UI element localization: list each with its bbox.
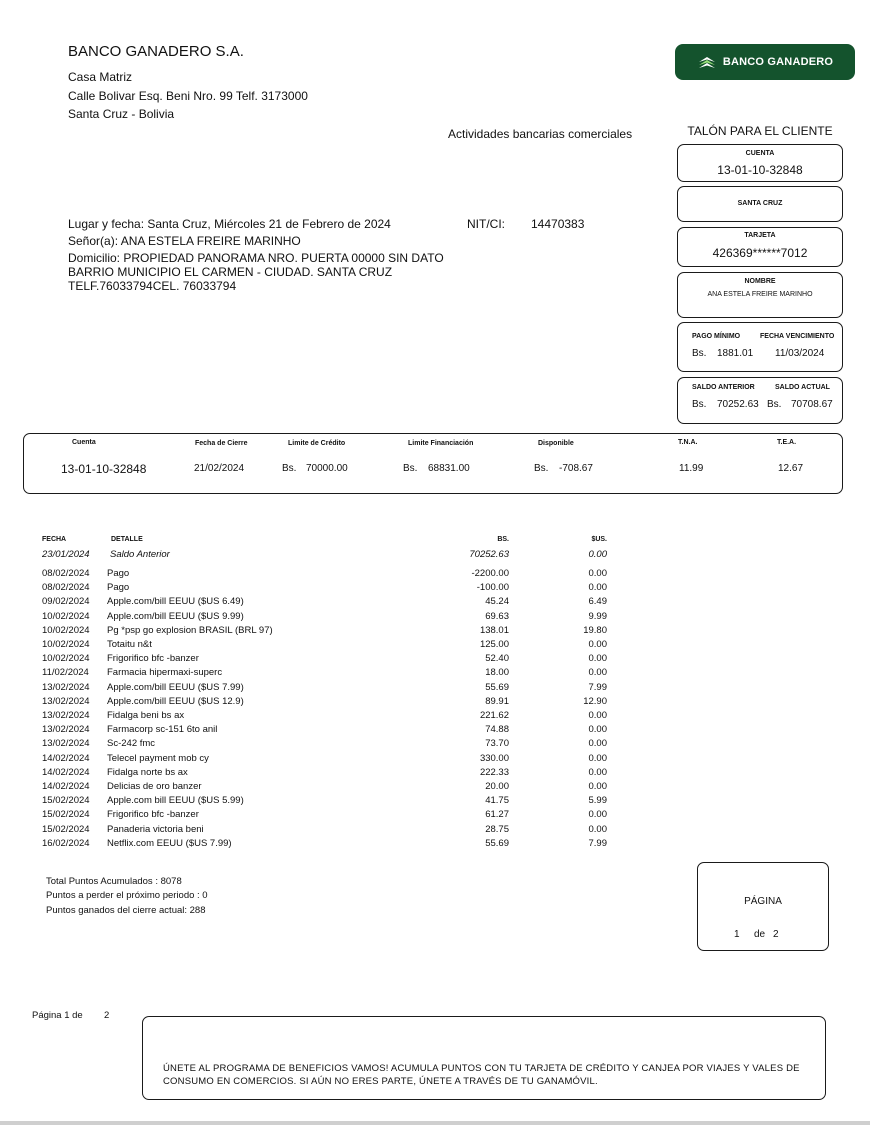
- row-detail: Totaitu n&t: [107, 639, 152, 650]
- table-row: [0, 838, 870, 852]
- pago-minimo-label: PAGO MÍNIMO: [692, 333, 741, 340]
- row-detail: Apple.com/bill EEUU ($US 6.49): [107, 596, 244, 608]
- bank-address: Calle Bolivar Esq. Beni Nro. 99 Telf. 3173000: [68, 89, 308, 103]
- summary-header-tea: T.E.A.: [777, 439, 797, 446]
- header-bs: BS.: [497, 536, 509, 543]
- saldo-actual-value: 70708.67: [791, 399, 833, 410]
- row-detail: Fidalga beni bs ax: [107, 710, 185, 721]
- table-row: [0, 824, 870, 838]
- summary-header-limite-fin: Limite Financiación: [408, 440, 474, 447]
- row-us: 0.00: [588, 653, 607, 665]
- client-address-2: BARRIO MUNICIPIO EL CARMEN - CIUDAD. SANTA CRUZ: [68, 265, 393, 279]
- talon-nombre-label: NOMBRE: [744, 278, 776, 285]
- row-date: 10/02/2024: [42, 610, 90, 622]
- row-us: 6.49: [588, 596, 607, 608]
- opening-us: 0.00: [588, 549, 607, 560]
- summary-limite-credito: 70000.00: [306, 463, 348, 474]
- talon-city-box: [677, 186, 843, 222]
- page-box-current: 1: [734, 929, 740, 940]
- row-bs: 222.33: [479, 766, 509, 778]
- summary-cuenta: 13-01-10-32848: [61, 462, 147, 476]
- table-row: [0, 682, 870, 696]
- table-row: [0, 639, 870, 653]
- summary-cierre: 21/02/2024: [194, 463, 245, 474]
- row-us: 0.00: [588, 766, 607, 778]
- page-box-of: de: [754, 929, 766, 940]
- header-us: $US.: [591, 536, 607, 543]
- pago-minimo-currency: Bs.: [692, 348, 707, 359]
- table-row: [0, 582, 870, 596]
- client-address-3: TELF.76033794CEL. 76033794: [68, 279, 237, 293]
- row-us: 0.00: [588, 710, 607, 721]
- row-date: 14/02/2024: [42, 766, 90, 778]
- row-bs: 20.00: [485, 781, 509, 792]
- row-bs: 52.40: [485, 653, 509, 665]
- row-bs: 61.27: [485, 809, 509, 821]
- footer-page-total: 2: [104, 1010, 110, 1021]
- row-us: 12.90: [583, 695, 607, 707]
- talon-tarjeta-value: 426369******7012: [712, 246, 808, 260]
- header-fecha: FECHA: [42, 536, 67, 543]
- talon-saldo-box: [677, 377, 843, 424]
- table-row: [0, 696, 870, 710]
- row-detail: Frigorifico bfc -banzer: [107, 809, 199, 821]
- row-bs: -2200.00: [471, 568, 509, 579]
- row-bs: 125.00: [479, 639, 509, 650]
- row-detail: Farmacia hipermaxi-superc: [107, 667, 223, 679]
- opening-balance-row: [0, 549, 870, 563]
- points-total: Total Puntos Acumulados : 8078: [46, 876, 182, 887]
- saldo-anterior-label: SALDO ANTERIOR: [692, 384, 755, 391]
- talon-title: TALÓN PARA EL CLIENTE: [687, 124, 833, 138]
- row-bs: 28.75: [485, 823, 509, 835]
- table-row: [0, 611, 870, 625]
- row-detail: Pago: [107, 568, 130, 579]
- talon-cuenta-box: [677, 144, 843, 182]
- bank-logo: [675, 44, 855, 80]
- table-row: [0, 724, 870, 738]
- row-detail: Telecel payment mob cy: [107, 752, 209, 764]
- pago-minimo-value: 1881.01: [717, 348, 754, 359]
- page-box-total: 2: [773, 929, 779, 940]
- row-date: 11/02/2024: [42, 667, 89, 679]
- row-date: 13/02/2024: [42, 681, 90, 693]
- row-detail: Delicias de oro banzer: [107, 781, 202, 792]
- row-detail: Pg *psp go explosion BRASIL (BRL 97): [107, 624, 273, 636]
- row-us: 0.00: [588, 809, 607, 821]
- row-date: 15/02/2024: [42, 795, 90, 807]
- row-date: 13/02/2024: [42, 738, 90, 750]
- opening-date: 23/01/2024: [42, 549, 90, 560]
- row-us: 0.00: [588, 781, 607, 792]
- row-bs: 69.63: [485, 610, 509, 622]
- talon-tarjeta-label: TARJETA: [744, 232, 776, 239]
- table-row: [0, 667, 870, 681]
- bank-city: Santa Cruz - Bolivia: [68, 107, 175, 121]
- row-bs: 18.00: [485, 667, 509, 679]
- row-detail: Netflix.com EEUU ($US 7.99): [107, 837, 232, 849]
- row-date: 15/02/2024: [42, 809, 90, 821]
- fecha-vencimiento-value: 11/03/2024: [775, 348, 825, 359]
- table-row: [0, 710, 870, 724]
- row-detail: Apple.com bill EEUU ($US 5.99): [107, 795, 244, 807]
- row-date: 08/02/2024: [42, 582, 90, 594]
- saldo-anterior-currency: Bs.: [692, 399, 707, 410]
- row-detail: Sc-242 fmc: [107, 738, 156, 750]
- bank-name: BANCO GANADERO S.A.: [68, 43, 244, 60]
- row-bs: 74.88: [485, 724, 509, 736]
- row-bs: 330.00: [479, 752, 509, 764]
- summary-limite-fin: 68831.00: [428, 463, 470, 474]
- table-row: [0, 738, 870, 752]
- bank-activity: Actividades bancarias comerciales: [448, 127, 633, 141]
- row-date: 13/02/2024: [42, 724, 90, 736]
- logo-text: BANCO GANADERO: [722, 56, 834, 68]
- row-us: 19.80: [583, 624, 607, 636]
- footer-page-label: Página 1 de: [32, 1010, 83, 1021]
- table-row: [0, 809, 870, 823]
- page-number-box: [697, 862, 829, 951]
- talon-pago-box: [677, 322, 843, 372]
- table-row: [0, 596, 870, 610]
- row-date: 10/02/2024: [42, 653, 90, 665]
- talon-nombre-value: ANA ESTELA FREIRE MARINHO: [707, 291, 813, 298]
- row-us: 5.99: [588, 795, 607, 807]
- promo-text: ÚNETE AL PROGRAMA DE BENEFICIOS VAMOS! ACUMULA PUNTOS CON TU TARJETA DE CRÉDITO Y CANJEA POR VIAJES Y VALES DE CONSUMO EN COMERCIOS. SI AÚN NO ERES PARTE, ÚNETE A TRAVÉS DE TU GANAMÓVIL.: [163, 1063, 800, 1087]
- row-us: 0.00: [588, 568, 607, 579]
- row-detail: Apple.com/bill EEUU ($US 9.99): [107, 610, 244, 622]
- row-date: 13/02/2024: [42, 710, 90, 721]
- saldo-anterior-value: 70252.63: [717, 399, 759, 410]
- row-us: 0.00: [588, 752, 607, 764]
- row-bs: 221.62: [479, 710, 509, 721]
- bank-office: Casa Matriz: [68, 70, 133, 84]
- opening-detail: Saldo Anterior: [110, 549, 170, 560]
- summary-tea: 12.67: [778, 463, 804, 474]
- points-to-lose: Puntos a perder el próximo periodo : 0: [46, 890, 208, 901]
- nit-label: NIT/CI:: [467, 217, 505, 231]
- summary-header-tna: T.N.A.: [678, 439, 698, 446]
- summary-limite-credito-currency: Bs.: [282, 463, 297, 474]
- summary-disponible-currency: Bs.: [534, 463, 549, 474]
- client-name: Señor(a): ANA ESTELA FREIRE MARINHO: [68, 234, 301, 248]
- table-row: [0, 781, 870, 795]
- row-detail: Fidalga norte bs ax: [107, 766, 188, 778]
- row-date: 14/02/2024: [42, 752, 90, 764]
- client-address-1: Domicilio: PROPIEDAD PANORAMA NRO. PUERTA 00000 SIN DATO: [68, 251, 444, 265]
- row-date: 16/02/2024: [42, 837, 90, 849]
- table-row: [0, 753, 870, 767]
- row-bs: 55.69: [485, 681, 509, 693]
- table-row: [0, 625, 870, 639]
- row-bs: 138.01: [479, 624, 509, 636]
- row-us: 0.00: [588, 639, 607, 650]
- fecha-vencimiento-label: FECHA VENCIMIENTO: [760, 333, 835, 340]
- row-detail: Apple.com/bill EEUU ($US 7.99): [107, 681, 244, 693]
- opening-bs: 70252.63: [469, 549, 509, 560]
- row-date: 10/02/2024: [42, 639, 90, 650]
- talon-tarjeta-box: [677, 227, 843, 267]
- account-summary-box: [23, 433, 843, 494]
- row-bs: 55.69: [485, 837, 509, 849]
- page-box-label: PÁGINA: [744, 896, 782, 907]
- row-detail: Pago: [107, 582, 130, 594]
- table-row: [0, 767, 870, 781]
- logo-mark-icon: [697, 55, 717, 69]
- row-detail: Farmacorp sc-151 6to anil: [107, 724, 218, 736]
- row-us: 0.00: [588, 667, 607, 679]
- row-date: 13/02/2024: [42, 695, 90, 707]
- row-date: 08/02/2024: [42, 568, 90, 579]
- talon-cuenta-label: CUENTA: [745, 150, 775, 157]
- saldo-actual-label: SALDO ACTUAL: [775, 384, 830, 391]
- row-us: 0.00: [588, 738, 607, 750]
- row-us: 0.00: [588, 823, 607, 835]
- place-date: Lugar y fecha: Santa Cruz, Miércoles 21 de Febrero de 2024: [68, 217, 391, 231]
- summary-header-cuenta: Cuenta: [72, 439, 96, 446]
- row-detail: Frigorifico bfc -banzer: [107, 653, 199, 665]
- row-us: 0.00: [588, 724, 607, 736]
- row-date: 10/02/2024: [42, 624, 90, 636]
- points-earned: Puntos ganados del cierre actual: 288: [46, 905, 206, 916]
- summary-header-disponible: Disponible: [538, 440, 574, 447]
- transactions-table: [0, 535, 870, 855]
- summary-limite-fin-currency: Bs.: [403, 463, 418, 474]
- row-us: 7.99: [588, 837, 607, 849]
- summary-disponible: -708.67: [559, 463, 593, 474]
- row-us: 7.99: [588, 681, 607, 693]
- row-bs: 73.70: [485, 738, 509, 750]
- bottom-edge: [0, 1121, 870, 1125]
- row-date: 14/02/2024: [42, 781, 90, 792]
- row-detail: Panaderia victoria beni: [107, 823, 204, 835]
- summary-header-cierre: Fecha de Cierre: [195, 440, 248, 447]
- table-row: [0, 568, 870, 582]
- talon-cuenta-value: 13-01-10-32848: [717, 163, 803, 177]
- row-bs: 45.24: [485, 596, 509, 608]
- row-date: 15/02/2024: [42, 823, 90, 835]
- promo-box: [142, 1016, 826, 1100]
- row-us: 9.99: [588, 610, 607, 622]
- row-date: 09/02/2024: [42, 596, 90, 608]
- table-row: [0, 795, 870, 809]
- talon-nombre-box: [677, 272, 843, 318]
- summary-tna: 11.99: [679, 463, 704, 474]
- saldo-actual-currency: Bs.: [767, 399, 782, 410]
- row-bs: 89.91: [485, 695, 509, 707]
- row-detail: Apple.com/bill EEUU ($US 12.9): [107, 695, 244, 707]
- row-us: 0.00: [588, 582, 607, 594]
- row-bs: 41.75: [485, 795, 509, 807]
- talon-city: SANTA CRUZ: [737, 200, 783, 207]
- summary-header-limite-credito: Limite de Crédito: [288, 440, 346, 447]
- header-detalle: DETALLE: [111, 536, 143, 543]
- table-row: [0, 653, 870, 667]
- row-bs: -100.00: [476, 582, 509, 594]
- nit-value: 14470383: [531, 217, 585, 231]
